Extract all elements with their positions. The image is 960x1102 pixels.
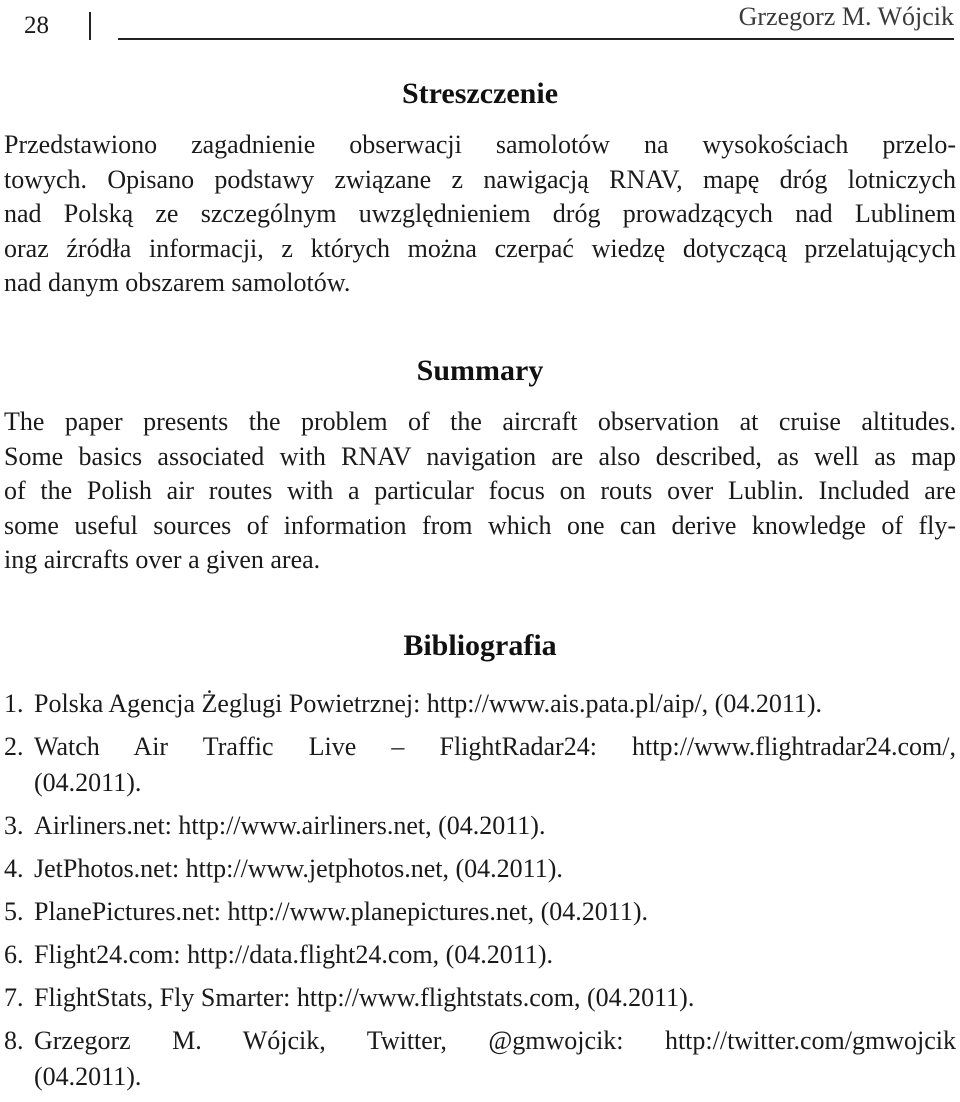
bibliography-item xyxy=(4,894,956,930)
abstract-pl-line: towych. Opisano podstawy związane z nawigacją RNAV, mapę dróg lotniczych xyxy=(4,164,956,194)
bibliography-item-text: PlanePictures.net: http://www.planepictures.net, (04.2011). xyxy=(34,897,648,926)
abstract-en-title: Summary xyxy=(416,354,544,387)
abstract-en-line: of the Polish air routes with a particular focus on routs over Lublin. Included are xyxy=(4,476,956,505)
abstract-en-line: some useful sources of information from which one can derive knowledge of fly- xyxy=(4,510,956,540)
bibliography-item-number: 3. xyxy=(4,811,24,840)
header-rule xyxy=(118,38,954,40)
bibliography-item xyxy=(4,808,956,844)
bibliography-item-number: 1. xyxy=(4,689,24,718)
bibliography-item-text-continued: (04.2011). xyxy=(34,1062,142,1091)
header-divider-tick xyxy=(89,12,91,40)
bibliography-item-text: Airliners.net: http://www.airliners.net, (04.2011). xyxy=(34,811,546,840)
bibliography-title: Bibliografia xyxy=(403,629,557,662)
abstract-pl-line: nad Polską ze szczególnym uwzględnieniem dróg prowadzących nad Lublinem xyxy=(4,199,956,228)
bibliography-item-number: 8. xyxy=(4,1026,24,1055)
bibliography-item-text: Watch Air Traffic Live – FlightRadar24: http://www.flightradar24.com/, xyxy=(34,732,956,761)
abstract-en-line: The paper presents the problem of the aircraft observation at cruise altitudes. xyxy=(4,407,956,436)
bibliography-list xyxy=(4,686,956,1102)
bibliography-item xyxy=(4,851,956,887)
abstract-en-paragraph xyxy=(4,405,956,578)
bibliography-item-text: JetPhotos.net: http://www.jetphotos.net, (04.2011). xyxy=(34,854,563,883)
bibliography-item-number: 2. xyxy=(4,732,24,761)
abstract-pl-line: nad danym obszarem samolotów. xyxy=(4,268,351,297)
abstract-pl-line: oraz źródła informacji, z których można czerpać wiedzę dotyczącą przelatujących xyxy=(4,233,956,263)
bibliography-item-text: Grzegorz M. Wójcik, Twitter, @gmwojcik: http://twitter.com/gmwojcik xyxy=(34,1026,956,1055)
bibliography-item-text: Flight24.com: http://data.flight24.com, (04.2011). xyxy=(34,940,553,969)
bibliography-item-text-continued: (04.2011). xyxy=(34,768,142,797)
abstract-pl-paragraph xyxy=(4,128,956,301)
running-head-author: Grzegorz M. Wójcik xyxy=(738,2,954,31)
bibliography-item xyxy=(4,1023,956,1095)
abstract-en-line: ing aircrafts over a given area. xyxy=(4,545,321,574)
bibliography-item xyxy=(4,937,956,973)
abstract-pl-line: Przedstawiono zagadnienie obserwacji samolotów na wysokościach przelo- xyxy=(4,130,956,159)
bibliography-item-number: 5. xyxy=(4,897,24,926)
abstract-pl-title: Streszczenie xyxy=(401,77,559,110)
page-number: 28 xyxy=(24,12,49,39)
abstract-en-line: Some basics associated with RNAV navigation are also described, as well as map xyxy=(4,441,956,471)
bibliography-item-number: 7. xyxy=(4,983,24,1012)
bibliography-item xyxy=(4,686,956,722)
bibliography-item-number: 4. xyxy=(4,854,24,883)
bibliography-item-text: Polska Agencja Żeglugi Powietrznej: http://www.ais.pata.pl/aip/, (04.2011). xyxy=(34,689,823,718)
page-header xyxy=(0,0,960,50)
bibliography-item-text: FlightStats, Fly Smarter: http://www.flightstats.com, (04.2011). xyxy=(34,983,695,1012)
bibliography-item xyxy=(4,980,956,1016)
bibliography-item-number: 6. xyxy=(4,940,24,969)
bibliography-item xyxy=(4,729,956,801)
